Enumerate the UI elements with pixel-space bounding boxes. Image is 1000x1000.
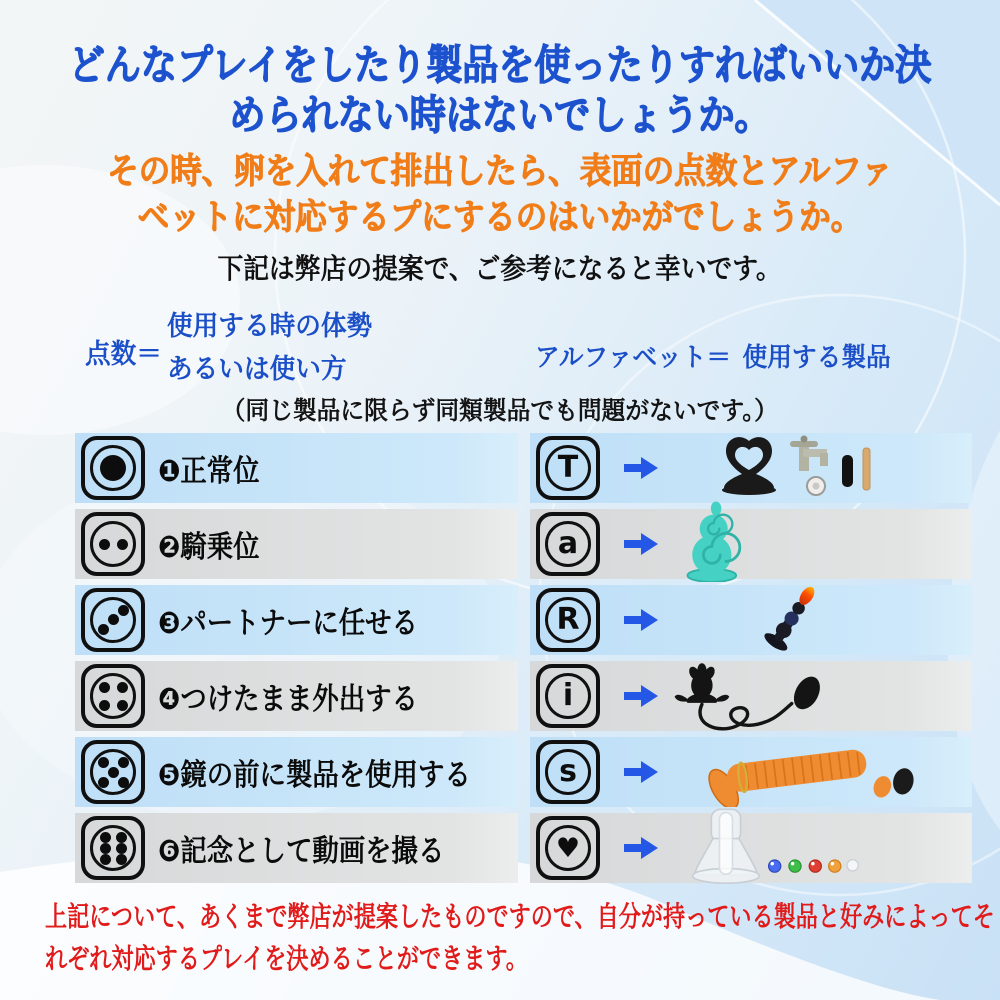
legend-alphabet	[535, 337, 891, 374]
dice-face-6-icon	[81, 816, 145, 880]
letter-circle	[545, 673, 591, 719]
subtitle-line-1: その時、卵を入れて排出したら、表面の点数とアルファ	[107, 152, 893, 192]
arrow-right-icon	[624, 836, 659, 860]
legend-dots-meaning	[167, 305, 372, 391]
parenthetical-note: （同じ製品に限らず同類製品でも問題がないです。）	[221, 396, 779, 425]
legend-alphabet-label: アルファベット＝	[535, 343, 732, 373]
dice-pip	[98, 624, 109, 635]
letter-circle	[545, 445, 591, 491]
dice-pip	[117, 700, 128, 711]
subtitle	[0, 150, 1000, 241]
product-image-black-plug-with-faucet-set	[703, 433, 933, 503]
dice-circle	[90, 445, 136, 491]
product-image-inflatable-plug-with-pump	[665, 661, 837, 731]
dice-pip	[108, 614, 119, 625]
letter-badge	[536, 436, 600, 500]
product-row	[530, 509, 972, 579]
play-label: ❹つけたまま外出する	[158, 682, 418, 717]
footer-line-2: れぞれ対応するプレイを決めることができます。	[45, 942, 528, 975]
dice-pip	[100, 843, 111, 854]
dice-pip	[100, 854, 111, 865]
footer-disclaimer	[45, 896, 995, 980]
play-row	[75, 509, 518, 579]
letter-badge	[536, 512, 600, 576]
dice-pip	[118, 757, 129, 768]
play-row	[75, 585, 518, 655]
dice-pip	[116, 832, 127, 843]
header-note: 下記は弊店の提案で、ご参考になると幸いです。	[217, 252, 783, 285]
title-line-2: められない時はないでしょうか。	[229, 91, 771, 140]
legend-dots-meaning-line-2: あるいは使い方	[167, 354, 347, 386]
letter-badge	[536, 740, 600, 804]
dice-circle	[90, 597, 136, 643]
subtitle-line-2: ベットに対応するプにするのはいかがでしょうか。	[137, 197, 863, 238]
letter-label: T	[557, 450, 579, 485]
dice-face-3-icon	[81, 588, 145, 652]
letter-label: s	[559, 754, 577, 789]
dice-pip	[99, 700, 110, 711]
product-row	[530, 585, 972, 655]
heart-icon: ♥	[555, 832, 581, 864]
dice-face-4-icon	[81, 664, 145, 728]
dice-pip	[99, 539, 110, 550]
dice-face-5-icon	[81, 740, 145, 804]
product-row	[530, 737, 972, 807]
dice-circle	[90, 825, 136, 871]
letter-badge	[536, 664, 600, 728]
letter-circle	[545, 749, 591, 795]
product-row	[530, 661, 972, 731]
product-image-orange-ridged-toy-with-eggs	[675, 737, 917, 807]
product-image-clear-tunnel-plug-with-beads	[661, 812, 864, 884]
play-label: ❶正常位	[158, 454, 260, 489]
letter-label: R	[556, 602, 580, 637]
play-label: ❸パートナーに任せる	[158, 606, 418, 641]
dice-circle	[90, 749, 136, 795]
dice-pip	[116, 854, 127, 865]
legend-alphabet-meaning: 使用する製品	[742, 343, 891, 373]
arrow-right-icon	[624, 684, 659, 708]
footer-line-1: 上記について、あくまで弊店が提案したものですので、自分が持っている製品と好みによってそ	[45, 900, 995, 933]
letter-badge	[536, 588, 600, 652]
letter-circle	[545, 521, 591, 567]
play-row	[75, 737, 518, 807]
dice-pip	[99, 682, 110, 693]
legend-dots-meaning-line-1: 使用する時の体勢	[167, 311, 373, 342]
dice-pip	[98, 777, 109, 788]
dice-circle	[90, 521, 136, 567]
dice-pip	[108, 767, 119, 778]
dice-pip	[117, 539, 128, 550]
dice-circle	[90, 673, 136, 719]
play-label: ❷騎乗位	[158, 530, 260, 565]
play-row	[75, 433, 518, 503]
play-label: ❺鏡の前に製品を使用する	[158, 758, 471, 793]
letter-circle	[545, 597, 591, 643]
dice-face-1-icon	[81, 436, 145, 500]
play-row	[75, 661, 518, 731]
dice-pip	[98, 757, 109, 768]
letter-label: a	[557, 526, 579, 561]
dice-pip	[116, 843, 127, 854]
dice-pip	[100, 455, 126, 481]
arrow-right-icon	[624, 532, 659, 556]
product-row	[530, 813, 972, 883]
title-line-1: どんなプレイをしたり製品を使ったりすればいいか決	[68, 41, 932, 89]
dice-pip	[117, 682, 128, 693]
product-image-black-curved-wand-red-tip	[729, 584, 854, 656]
dice-pip	[100, 832, 111, 843]
letter-badge	[536, 816, 600, 880]
arrow-right-icon	[624, 760, 659, 784]
play-label: ❻記念として動画を撮る	[158, 834, 445, 869]
arrow-right-icon	[624, 456, 659, 480]
arrow-right-icon	[624, 608, 659, 632]
dice-face-2-icon	[81, 512, 145, 576]
legend-dots-label: 点数＝	[85, 339, 162, 370]
dice-pip	[118, 605, 129, 616]
page-title	[0, 40, 1000, 140]
play-row	[75, 813, 518, 883]
dice-pip	[118, 777, 129, 788]
letter-label: i	[562, 678, 574, 713]
letter-circle	[545, 825, 591, 871]
product-row	[530, 433, 972, 503]
